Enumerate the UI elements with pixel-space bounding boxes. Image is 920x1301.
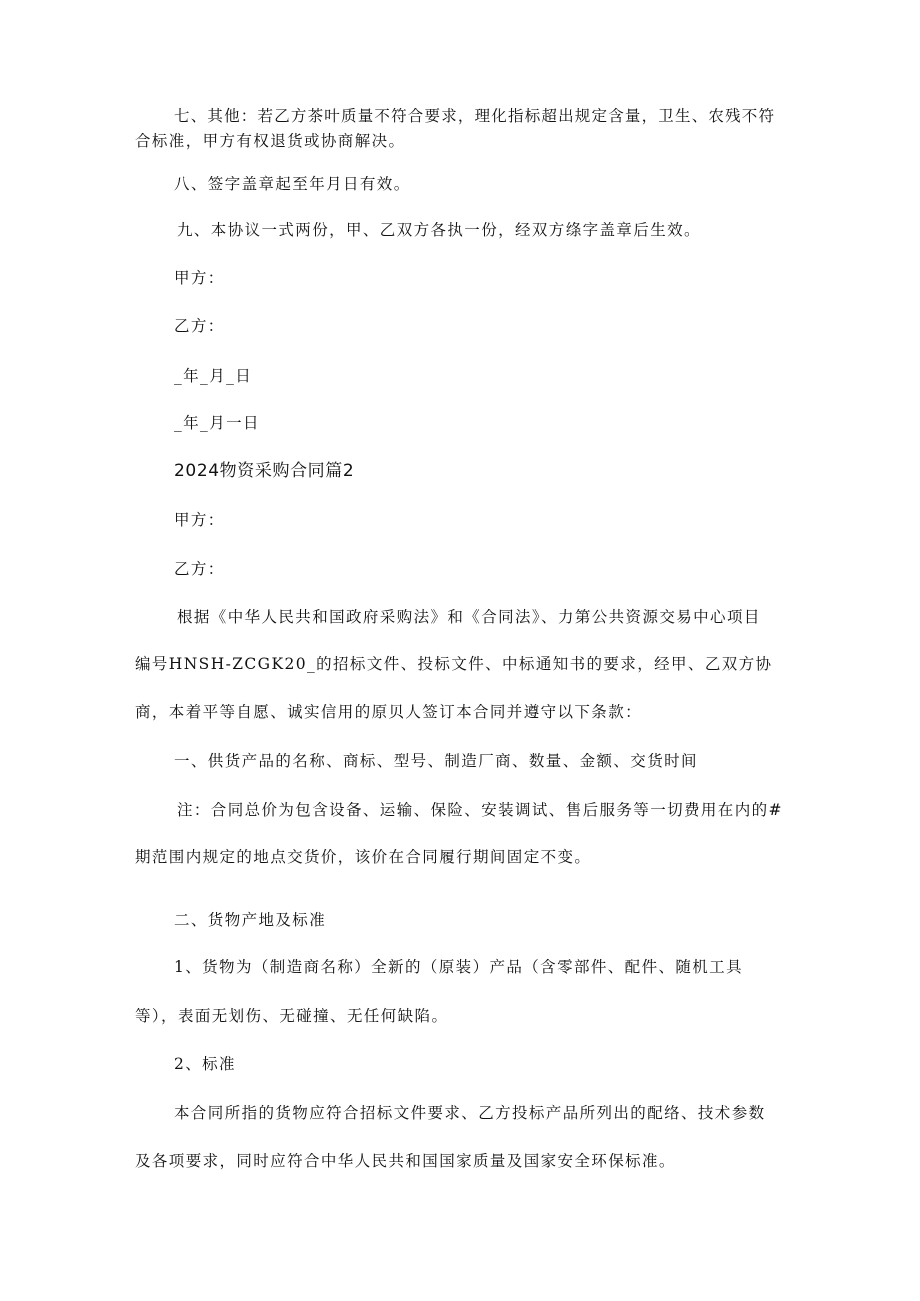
preamble-line-2: 编号HNSH-ZCGK20_的招标文件、投标文件、中标通知书的要求，经甲、乙双方协 bbox=[135, 655, 773, 673]
preamble-line-1: 根据《中华人民共和国政府采购法》和《合同法》、力第公共资源交易中心项目 bbox=[177, 608, 761, 626]
party-a-label-2: 甲方： bbox=[174, 511, 225, 529]
clause-7-line-1: 七、其他：若乙方茶叶质量不符合要求，理化指标超出规定含量，卫生、农残不符 bbox=[174, 107, 776, 125]
clause-2-heading: 二、货物产地及标准 bbox=[174, 911, 327, 929]
note-line-2: 期范围内规定的地点交货价，该价在合同履行期间固定不变。 bbox=[135, 848, 592, 866]
section-title: 2024物资采购合同篇2 bbox=[174, 461, 355, 481]
item-2-heading: 2、标准 bbox=[174, 1055, 236, 1073]
party-a-label: 甲方： bbox=[174, 269, 225, 287]
party-b-label: 乙方： bbox=[174, 317, 225, 335]
date-line-2: _年_月一日 bbox=[174, 414, 260, 432]
standard-line-1: 本合同所指的货物应符合招标文件要求、乙方投标产品所列出的配络、技术参数 bbox=[174, 1104, 766, 1122]
clause-8: 八、签字盖章起至年月日有效。 bbox=[174, 175, 411, 193]
preamble-line-3: 商，本着平等自愿、诚实信用的原贝人签订本合同并遵守以下条款： bbox=[135, 703, 643, 721]
date-line-1: _年_月_日 bbox=[174, 367, 253, 385]
note-line-1: 注：合同总价为包含设备、运输、保险、安装调试、售后服务等一切费用在内的# bbox=[177, 801, 783, 819]
party-b-label-2: 乙方： bbox=[174, 560, 225, 578]
clause-9: 九、本协议一式两份，甲、乙双方各执一份，经双方绦字盖章后生效。 bbox=[177, 221, 701, 239]
standard-line-2: 及各项要求，同时应符合中华人民共和国国家质量及国家安全环保标准。 bbox=[135, 1152, 676, 1170]
clause-1-heading: 一、供货产品的名称、商标、型号、制造厂商、数量、金额、交货时间 bbox=[174, 752, 698, 770]
item-1-line-2: 等），表面无划伤、无碰撞、无任何缺陷。 bbox=[135, 1007, 449, 1025]
item-1-line-1: 1、货物为（制造商名称）全新的（原装）产品（含零部件、配件、随机工具 bbox=[174, 958, 743, 976]
clause-7-line-2: 合标准，甲方有权退货或协商解决。 bbox=[135, 132, 406, 150]
